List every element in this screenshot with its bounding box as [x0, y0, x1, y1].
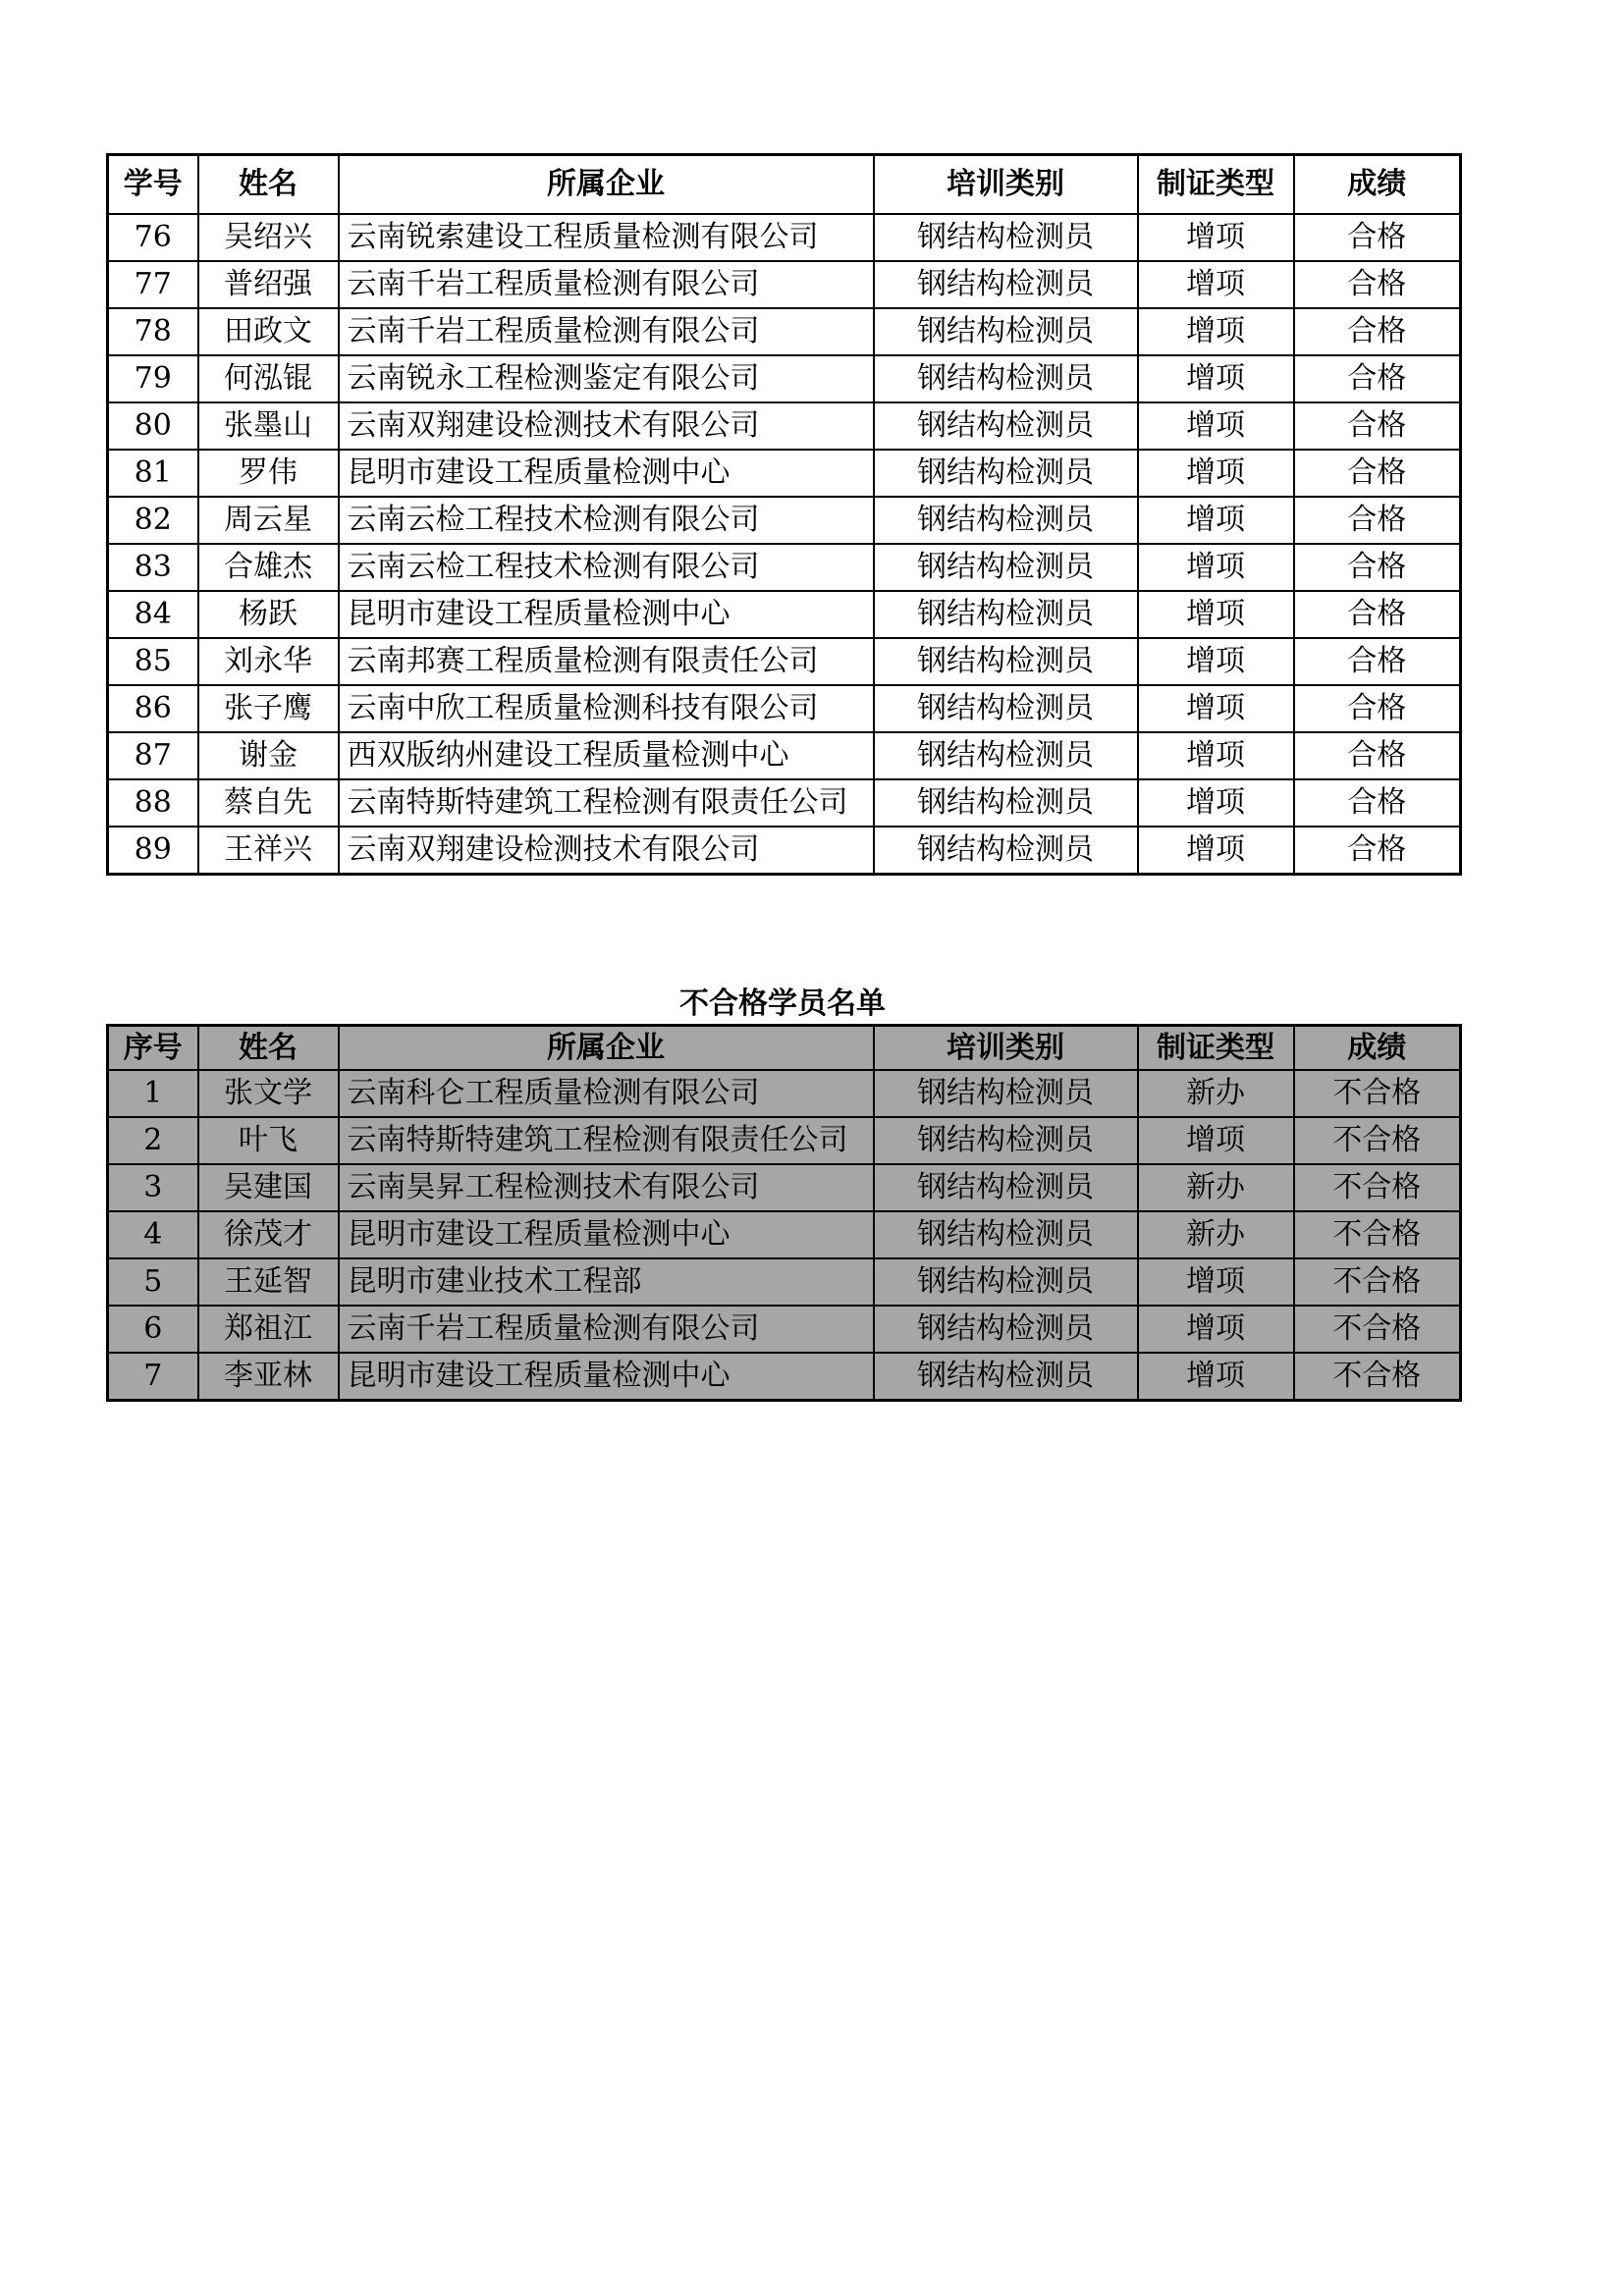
cell-name: 王延智: [198, 1258, 339, 1306]
header-result: 成绩: [1294, 155, 1461, 215]
cell-number: 77: [108, 261, 198, 308]
cell-number: 80: [108, 402, 198, 450]
cell-number: 89: [108, 827, 198, 875]
header-serial-number: 序号: [108, 1026, 198, 1071]
cell-certificate-type: 增项: [1138, 497, 1294, 544]
cell-company: 云南锐永工程检测鉴定有限公司: [339, 355, 874, 402]
cell-company: 云南双翔建设检测技术有限公司: [339, 827, 874, 875]
cell-company: 云南千岩工程质量检测有限公司: [339, 1306, 874, 1353]
cell-result: 合格: [1294, 591, 1461, 638]
cell-result: 不合格: [1294, 1258, 1461, 1306]
header-training-category: 培训类别: [874, 155, 1138, 215]
cell-number: 86: [108, 685, 198, 732]
cell-company: 云南云检工程技术检测有限公司: [339, 544, 874, 591]
cell-company: 西双版纳州建设工程质量检测中心: [339, 732, 874, 779]
cell-company: 昆明市建业技术工程部: [339, 1258, 874, 1306]
cell-training-category: 钢结构检测员: [874, 779, 1138, 827]
table-row: [108, 638, 1461, 685]
cell-result: 合格: [1294, 355, 1461, 402]
cell-name: 徐茂才: [198, 1211, 339, 1258]
table-row: [108, 591, 1461, 638]
table-row: [108, 732, 1461, 779]
cell-result: 不合格: [1294, 1070, 1461, 1117]
cell-number: 79: [108, 355, 198, 402]
cell-company: 云南双翔建设检测技术有限公司: [339, 402, 874, 450]
cell-training-category: 钢结构检测员: [874, 214, 1138, 261]
cell-name: 王祥兴: [198, 827, 339, 875]
cell-number: 84: [108, 591, 198, 638]
cell-result: 合格: [1294, 402, 1461, 450]
table-row: [108, 827, 1461, 875]
table-row: [108, 261, 1461, 308]
cell-training-category: 钢结构检测员: [874, 355, 1138, 402]
cell-company: 云南邦赛工程质量检测有限责任公司: [339, 638, 874, 685]
cell-certificate-type: 增项: [1138, 591, 1294, 638]
table-row: [108, 308, 1461, 355]
cell-certificate-type: 增项: [1138, 732, 1294, 779]
cell-certificate-type: 增项: [1138, 827, 1294, 875]
cell-result: 合格: [1294, 685, 1461, 732]
cell-company: 昆明市建设工程质量检测中心: [339, 1353, 874, 1401]
cell-training-category: 钢结构检测员: [874, 497, 1138, 544]
failed-students-title: 不合格学员名单: [679, 987, 886, 1021]
cell-certificate-type: 增项: [1138, 685, 1294, 732]
table-row: [108, 1070, 1461, 1117]
cell-certificate-type: 增项: [1138, 402, 1294, 450]
cell-name: 田政文: [198, 308, 339, 355]
table-row: [108, 1306, 1461, 1353]
cell-company: 云南昊昇工程检测技术有限公司: [339, 1164, 874, 1211]
cell-certificate-type: 增项: [1138, 355, 1294, 402]
cell-number: 78: [108, 308, 198, 355]
cell-company: 云南千岩工程质量检测有限公司: [339, 308, 874, 355]
cell-training-category: 钢结构检测员: [874, 1353, 1138, 1401]
cell-training-category: 钢结构检测员: [874, 1211, 1138, 1258]
cell-company: 云南特斯特建筑工程检测有限责任公司: [339, 779, 874, 827]
cell-certificate-type: 增项: [1138, 450, 1294, 497]
cell-name: 郑祖江: [198, 1306, 339, 1353]
cell-number: 85: [108, 638, 198, 685]
cell-name: 合雄杰: [198, 544, 339, 591]
cell-training-category: 钢结构检测员: [874, 732, 1138, 779]
cell-result: 不合格: [1294, 1353, 1461, 1401]
passed-students-table: [106, 153, 1462, 876]
table-row: [108, 355, 1461, 402]
cell-name: 张文学: [198, 1070, 339, 1117]
header-result: 成绩: [1294, 1026, 1461, 1071]
table-row: [108, 1117, 1461, 1164]
cell-name: 吴绍兴: [198, 214, 339, 261]
cell-number: 4: [108, 1211, 198, 1258]
cell-training-category: 钢结构检测员: [874, 261, 1138, 308]
cell-number: 1: [108, 1070, 198, 1117]
cell-number: 87: [108, 732, 198, 779]
cell-number: 76: [108, 214, 198, 261]
table-row: [108, 1258, 1461, 1306]
cell-result: 不合格: [1294, 1306, 1461, 1353]
cell-training-category: 钢结构检测员: [874, 638, 1138, 685]
cell-result: 合格: [1294, 732, 1461, 779]
cell-training-category: 钢结构检测员: [874, 1117, 1138, 1164]
table-row: [108, 544, 1461, 591]
cell-training-category: 钢结构检测员: [874, 308, 1138, 355]
cell-result: 合格: [1294, 638, 1461, 685]
cell-number: 7: [108, 1353, 198, 1401]
cell-number: 81: [108, 450, 198, 497]
cell-training-category: 钢结构检测员: [874, 1258, 1138, 1306]
table-row: [108, 1164, 1461, 1211]
cell-training-category: 钢结构检测员: [874, 450, 1138, 497]
cell-company: 云南中欣工程质量检测科技有限公司: [339, 685, 874, 732]
cell-company: 昆明市建设工程质量检测中心: [339, 450, 874, 497]
header-name: 姓名: [198, 155, 339, 215]
cell-name: 普绍强: [198, 261, 339, 308]
cell-company: 云南千岩工程质量检测有限公司: [339, 261, 874, 308]
header-student-id: 学号: [108, 155, 198, 215]
cell-training-category: 钢结构检测员: [874, 685, 1138, 732]
table-row: [108, 497, 1461, 544]
failed-students-table: [106, 1024, 1462, 1402]
cell-name: 杨跃: [198, 591, 339, 638]
cell-result: 合格: [1294, 827, 1461, 875]
cell-number: 83: [108, 544, 198, 591]
cell-number: 2: [108, 1117, 198, 1164]
cell-training-category: 钢结构检测员: [874, 544, 1138, 591]
cell-number: 88: [108, 779, 198, 827]
cell-result: 合格: [1294, 779, 1461, 827]
cell-name: 张墨山: [198, 402, 339, 450]
table-row: [108, 450, 1461, 497]
cell-certificate-type: 增项: [1138, 308, 1294, 355]
cell-number: 5: [108, 1258, 198, 1306]
cell-number: 3: [108, 1164, 198, 1211]
table-header-row: [108, 1026, 1461, 1071]
cell-result: 合格: [1294, 497, 1461, 544]
header-certificate-type: 制证类型: [1138, 1026, 1294, 1071]
header-certificate-type: 制证类型: [1138, 155, 1294, 215]
cell-name: 周云星: [198, 497, 339, 544]
header-company: 所属企业: [339, 1026, 874, 1071]
cell-certificate-type: 新办: [1138, 1070, 1294, 1117]
cell-certificate-type: 增项: [1138, 544, 1294, 591]
table-row: [108, 685, 1461, 732]
cell-result: 不合格: [1294, 1164, 1461, 1211]
cell-training-category: 钢结构检测员: [874, 402, 1138, 450]
cell-certificate-type: 增项: [1138, 638, 1294, 685]
table-row: [108, 779, 1461, 827]
cell-company: 云南科仑工程质量检测有限公司: [339, 1070, 874, 1117]
cell-certificate-type: 增项: [1138, 1353, 1294, 1401]
cell-name: 吴建国: [198, 1164, 339, 1211]
table-header-row: [108, 155, 1461, 215]
cell-result: 合格: [1294, 214, 1461, 261]
cell-name: 罗伟: [198, 450, 339, 497]
cell-certificate-type: 增项: [1138, 779, 1294, 827]
cell-name: 叶飞: [198, 1117, 339, 1164]
cell-training-category: 钢结构检测员: [874, 1306, 1138, 1353]
cell-training-category: 钢结构检测员: [874, 1164, 1138, 1211]
cell-training-category: 钢结构检测员: [874, 591, 1138, 638]
header-training-category: 培训类别: [874, 1026, 1138, 1071]
table-row: [108, 1211, 1461, 1258]
cell-certificate-type: 新办: [1138, 1211, 1294, 1258]
cell-name: 李亚林: [198, 1353, 339, 1401]
cell-name: 张子鹰: [198, 685, 339, 732]
cell-name: 刘永华: [198, 638, 339, 685]
cell-name: 蔡自先: [198, 779, 339, 827]
cell-name: 谢金: [198, 732, 339, 779]
cell-certificate-type: 增项: [1138, 214, 1294, 261]
cell-result: 不合格: [1294, 1211, 1461, 1258]
header-company: 所属企业: [339, 155, 874, 215]
cell-number: 82: [108, 497, 198, 544]
cell-certificate-type: 增项: [1138, 1258, 1294, 1306]
cell-certificate-type: 增项: [1138, 261, 1294, 308]
cell-company: 云南云检工程技术检测有限公司: [339, 497, 874, 544]
cell-result: 合格: [1294, 261, 1461, 308]
cell-certificate-type: 增项: [1138, 1306, 1294, 1353]
table-row: [108, 402, 1461, 450]
cell-company: 昆明市建设工程质量检测中心: [339, 1211, 874, 1258]
cell-result: 合格: [1294, 544, 1461, 591]
cell-name: 何泓锟: [198, 355, 339, 402]
cell-company: 云南锐索建设工程质量检测有限公司: [339, 214, 874, 261]
cell-company: 昆明市建设工程质量检测中心: [339, 591, 874, 638]
cell-certificate-type: 增项: [1138, 1117, 1294, 1164]
header-name: 姓名: [198, 1026, 339, 1071]
cell-certificate-type: 新办: [1138, 1164, 1294, 1211]
cell-training-category: 钢结构检测员: [874, 827, 1138, 875]
cell-company: 云南特斯特建筑工程检测有限责任公司: [339, 1117, 874, 1164]
table-row: [108, 214, 1461, 261]
cell-result: 合格: [1294, 308, 1461, 355]
cell-training-category: 钢结构检测员: [874, 1070, 1138, 1117]
cell-result: 不合格: [1294, 1117, 1461, 1164]
table-row: [108, 1353, 1461, 1401]
cell-number: 6: [108, 1306, 198, 1353]
cell-result: 合格: [1294, 450, 1461, 497]
